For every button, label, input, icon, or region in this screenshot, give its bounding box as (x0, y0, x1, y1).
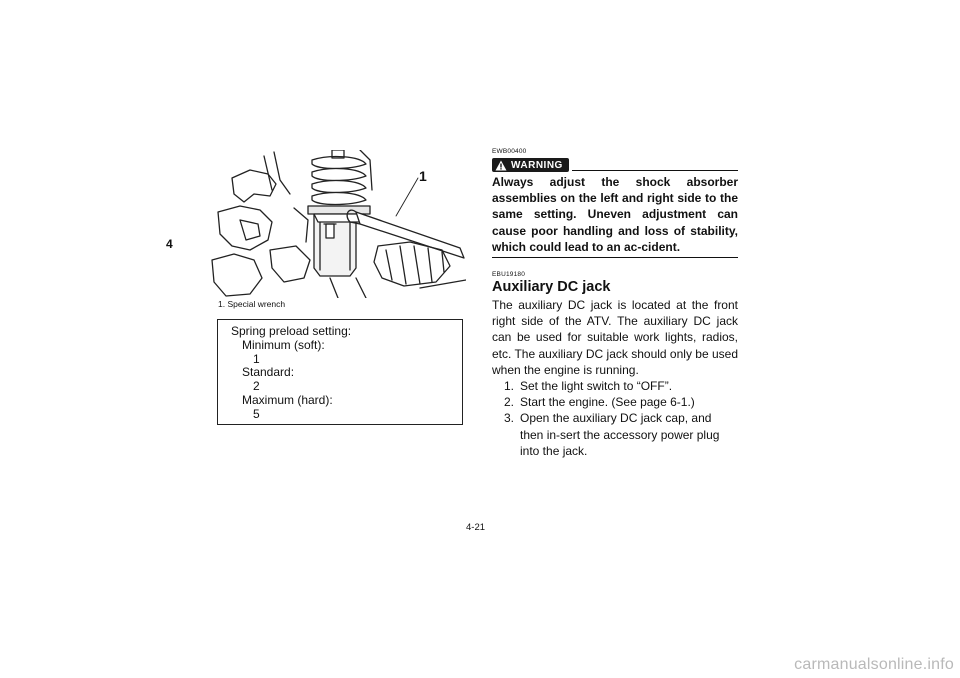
shock-absorber-illustration (210, 150, 466, 298)
warning-text: Always adjust the shock absorber assemblies on the left and right side to the same setting. Uneven adjustment can cause poor handling and loss of stability, which could lead to an ac-cident. (492, 175, 738, 254)
procedure-steps (492, 378, 738, 459)
step-text: Open the auxiliary DC jack cap, and then in-sert the accessory power plug into the jack. (520, 411, 720, 458)
spec-title: Spring preload setting: (231, 324, 352, 338)
warning-badge (492, 158, 569, 172)
warning-label: WARNING (511, 159, 563, 171)
page-number: 4-21 (466, 522, 486, 533)
spec-standard-label: Standard: (242, 365, 295, 380)
right-column (492, 148, 738, 459)
procedure-step (492, 394, 738, 410)
figure-caption: 1. Special wrench (218, 299, 286, 309)
chapter-tab: 4 (166, 237, 173, 251)
step-number: 1. (503, 379, 514, 394)
section-body: The auxiliary DC jack is located at the front right side of the ATV. The auxiliary DC jack can be used for suitable work lights, radios, etc. The auxiliary DC jack should only be used when the engine is running. (492, 298, 738, 377)
procedure-step (492, 410, 738, 459)
section-code: EBU19180 (492, 271, 526, 279)
watermark: carmanualsonline.info (794, 656, 954, 673)
step-number: 2. (503, 395, 514, 410)
procedure-step (492, 378, 738, 394)
spec-standard-value: 2 (253, 379, 260, 394)
warning-header (492, 158, 738, 172)
spec-minimum-value: 1 (253, 351, 260, 366)
warning-code: EWB00400 (492, 148, 527, 155)
spec-minimum-label: Minimum (soft): (242, 337, 325, 352)
warning-end-rule (492, 257, 738, 258)
warning-header-rule (572, 170, 738, 171)
spring-preload-spec-box (217, 319, 463, 425)
spec-maximum-value: 5 (253, 406, 260, 421)
warning-triangle-icon (495, 160, 507, 171)
illustration-callout-number: 1 (419, 168, 427, 184)
step-number: 3. (503, 411, 514, 426)
section-title: Auxiliary DC jack (492, 279, 611, 296)
spec-maximum-label: Maximum (hard): (242, 392, 333, 407)
step-text: Start the engine. (See page 6-1.) (520, 395, 695, 410)
step-text: Set the light switch to “OFF”. (520, 379, 673, 394)
